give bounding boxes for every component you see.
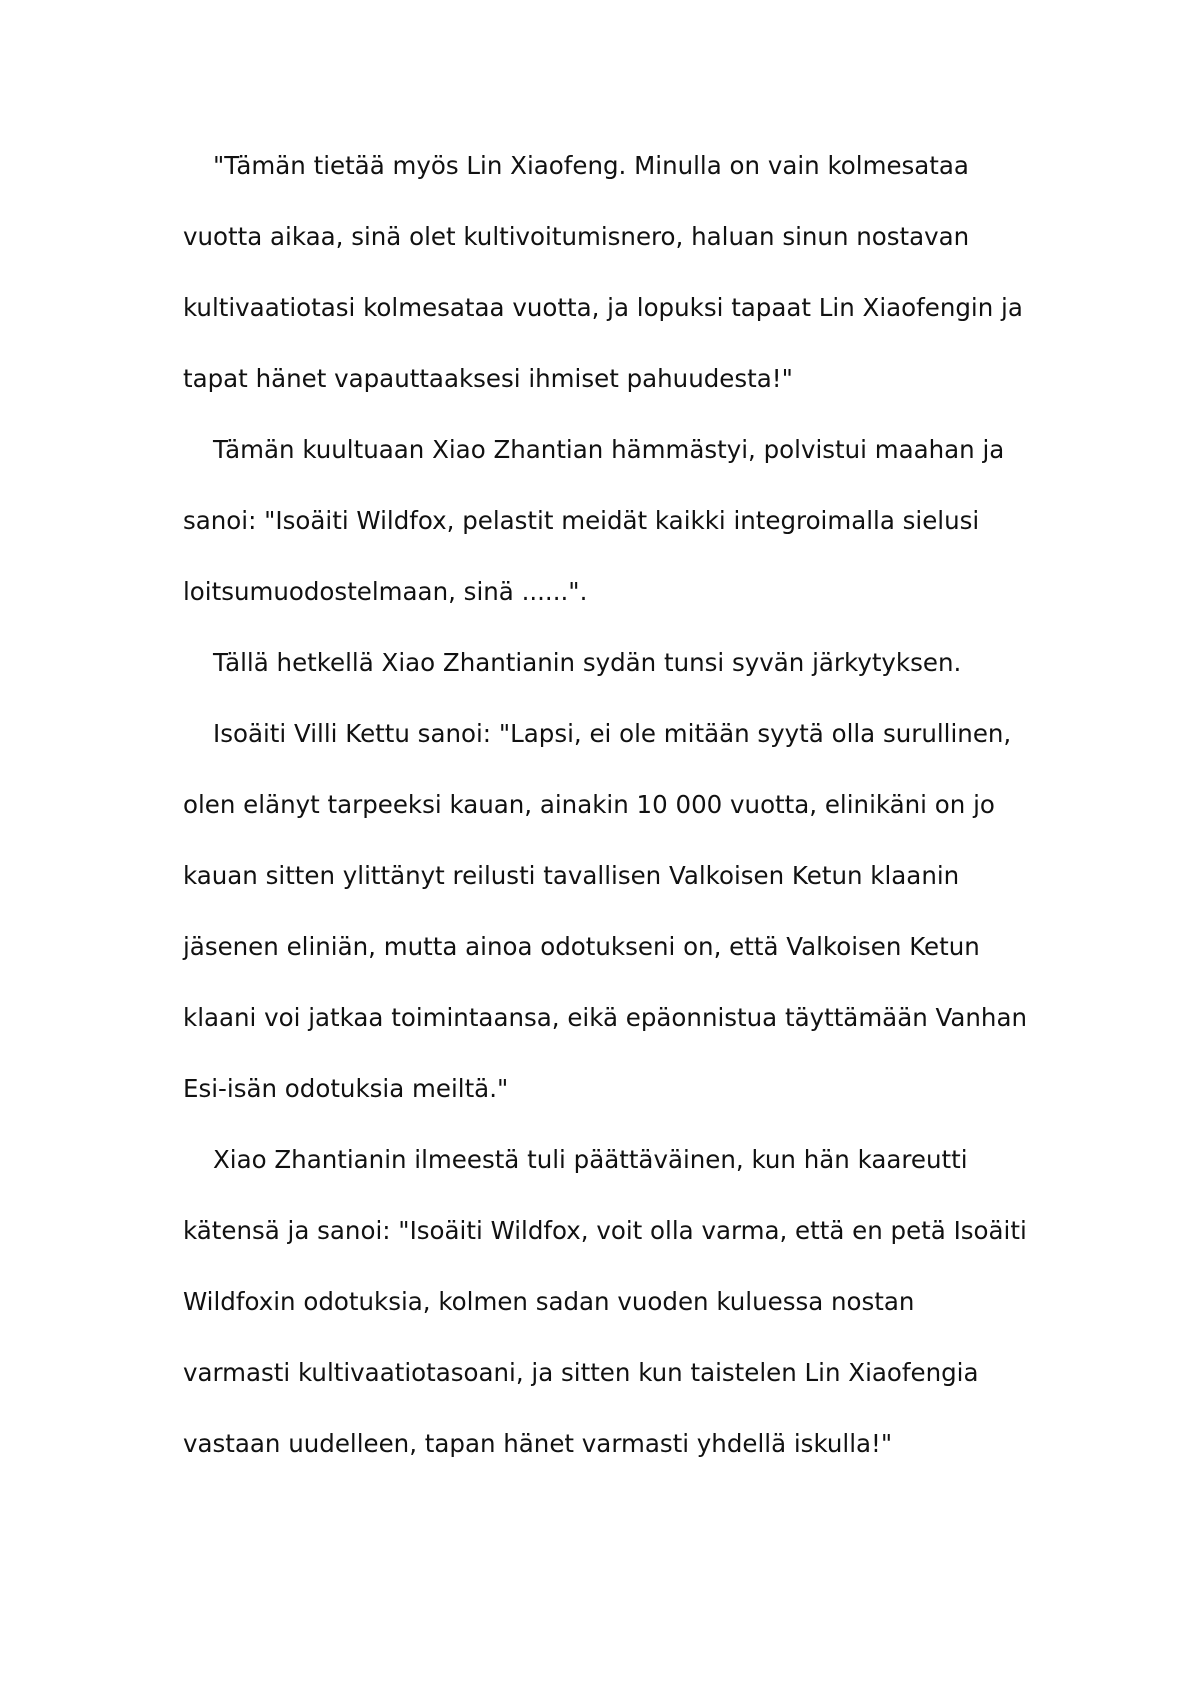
text-line: kultivaatiotasi kolmesataa vuotta, ja lopuksi tapaat Lin Xiaofengin ja <box>183 293 1023 322</box>
text-line: Isoäiti Villi Kettu sanoi: "Lapsi, ei ole mitään syytä olla surullinen, <box>213 719 1012 748</box>
text-line: kätensä ja sanoi: "Isoäiti Wildfox, voit olla varma, että en petä Isoäiti <box>183 1216 1027 1245</box>
text-line: tapat hänet vapauttaaksesi ihmiset pahuudesta!" <box>183 364 793 393</box>
text-line: vastaan uudelleen, tapan hänet varmasti yhdellä iskulla!" <box>183 1429 893 1458</box>
text-line: loitsumuodostelmaan, sinä ......". <box>183 577 588 606</box>
text-line: vuotta aikaa, sinä olet kultivoitumisnero, haluan sinun nostavan <box>183 222 970 251</box>
document-body <box>183 130 1063 1479</box>
text-line: "Tämän tietää myös Lin Xiaofeng. Minulla on vain kolmesataa <box>213 151 969 180</box>
text-line: Esi-isän odotuksia meiltä." <box>183 1074 509 1103</box>
text-line: klaani voi jatkaa toimintaansa, eikä epäonnistua täyttämään Vanhan <box>183 1003 1027 1032</box>
text-line: Wildfoxin odotuksia, kolmen sadan vuoden kuluessa nostan <box>183 1287 915 1316</box>
text-line: Tällä hetkellä Xiao Zhantianin sydän tunsi syvän järkytyksen. <box>213 648 962 677</box>
text-line: sanoi: "Isoäiti Wildfox, pelastit meidät kaikki integroimalla sielusi <box>183 506 980 535</box>
text-line: jäsenen eliniän, mutta ainoa odotukseni on, että Valkoisen Ketun <box>183 932 980 961</box>
text-line: Xiao Zhantianin ilmeestä tuli päättäväinen, kun hän kaareutti <box>213 1145 968 1174</box>
text-line: varmasti kultivaatiotasoani, ja sitten kun taistelen Lin Xiaofengia <box>183 1358 979 1387</box>
text-line: olen elänyt tarpeeksi kauan, ainakin 10 000 vuotta, elinikäni on jo <box>183 790 995 819</box>
text-line: kauan sitten ylittänyt reilusti tavallisen Valkoisen Ketun klaanin <box>183 861 960 890</box>
text-line: Tämän kuultuaan Xiao Zhantian hämmästyi, polvistui maahan ja <box>213 435 1005 464</box>
